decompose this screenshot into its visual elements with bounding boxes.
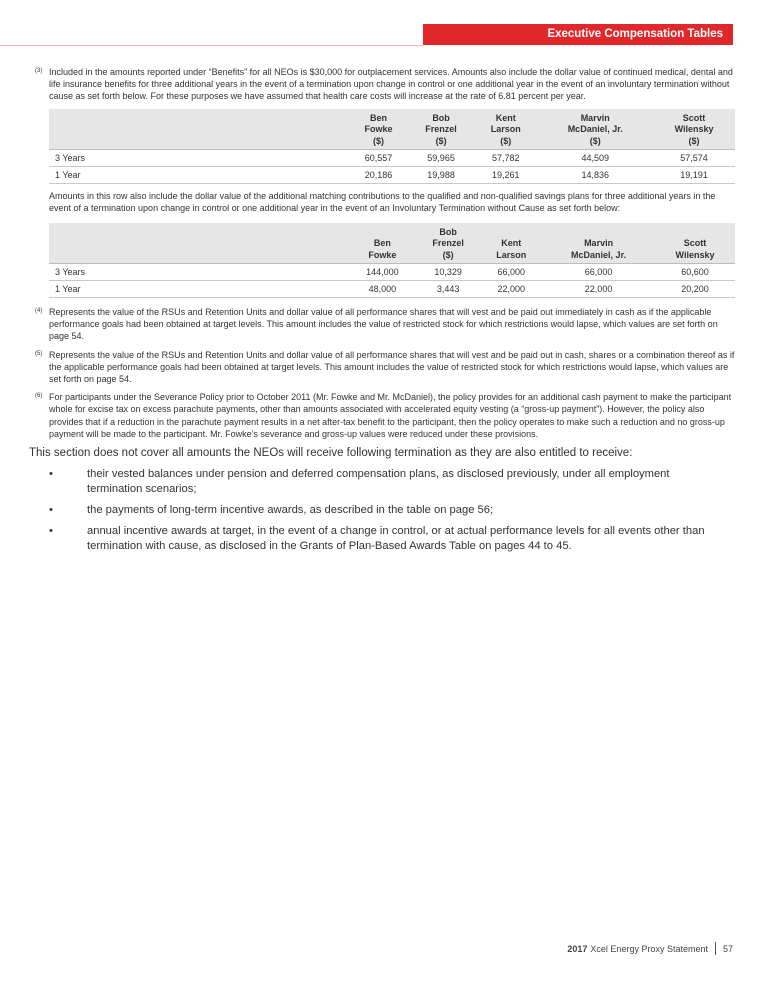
column-header: Kent Larson ($): [474, 109, 537, 150]
row-header-cell: [49, 223, 349, 264]
cell-value: 57,782: [474, 150, 537, 167]
table-row: [49, 264, 735, 281]
cell-value: 19,191: [653, 167, 735, 184]
cell-value: 14,836: [537, 167, 653, 184]
table-row: [49, 281, 735, 298]
page-footer: [567, 942, 733, 955]
footnote-5: [35, 349, 735, 386]
cell-value: 20,186: [349, 167, 408, 184]
cell-value: 60,557: [349, 150, 408, 167]
health-benefits-table: [49, 109, 735, 185]
list-item: [49, 524, 727, 554]
bullet-icon: •: [49, 468, 53, 481]
section-header: [423, 24, 733, 45]
list-item: [49, 503, 727, 518]
cell-value: 10,329: [416, 264, 481, 281]
list-item: [49, 467, 727, 497]
footer-year: 2017: [567, 943, 588, 954]
cell-value: 3,443: [416, 281, 481, 298]
cell-value: 44,509: [537, 150, 653, 167]
table-header-row: [49, 223, 735, 264]
cell-value: 19,988: [408, 167, 474, 184]
table-row: [49, 150, 735, 167]
footnote-marker: (6): [35, 393, 43, 400]
column-header: Scott Wilensky: [655, 223, 735, 264]
cell-value: 60,600: [655, 264, 735, 281]
page-content: [29, 66, 735, 560]
bullet-icon: •: [49, 525, 53, 538]
table-header-row: [49, 109, 735, 150]
bullet-icon: •: [49, 504, 53, 517]
cell-value: 57,574: [653, 150, 735, 167]
cell-value: 22,000: [542, 281, 655, 298]
footnote-3: [35, 66, 735, 103]
footnote-marker: (3): [35, 68, 43, 74]
table-row: [49, 167, 735, 184]
cell-value: 144,000: [349, 264, 416, 281]
row-label: 3 Years: [49, 264, 349, 281]
column-header: Bob Frenzel ($): [408, 109, 474, 150]
bullet-list: [35, 467, 735, 554]
row-label: 3 Years: [49, 150, 349, 167]
column-header: Kent Larson: [480, 223, 542, 264]
column-header: Ben Fowke: [349, 223, 416, 264]
page-number: 57: [722, 943, 733, 954]
cell-value: 22,000: [480, 281, 542, 298]
savings-plan-paragraph: Amounts in this row also include the dollar value of the additional matching contributions to the qualified and non-qualified savings plans for three additional years in the event of a termination upon change in control or one additional year in the event of an Involuntary Termination without Cause as set forth below:: [49, 191, 716, 214]
column-header: Bob Frenzel ($): [416, 223, 481, 264]
column-header: Marvin McDaniel, Jr.: [542, 223, 655, 264]
section-title: Executive Compensation Tables: [547, 28, 723, 40]
savings-plan-table: [49, 223, 735, 299]
footnote-6: [35, 391, 735, 440]
footnote-text: Included in the amounts reported under “Benefits” for all NEOs is $30,000 for outplacement services. Amounts also include the dollar value of continued medical, dental and life insurance benefits for three additional years in the event of a termination upon change in control or one additional year in the event of an involuntary termination without cause as set forth below. For these purposes we have assumed that health care costs will increase at the rate of 6.81 percent per year.: [49, 67, 733, 102]
cell-value: 66,000: [542, 264, 655, 281]
footnote-marker: (5): [35, 350, 43, 357]
column-header: Scott Wilensky ($): [653, 109, 735, 150]
footnote-4: [35, 306, 735, 343]
footnote-text: Represents the value of the RSUs and Retention Units and dollar value of all performance shares that will vest and be paid out in cash, shares or a combination thereof as if the applicable performance goals had been obtained at target levels. This amount includes the value of restricted stock for which restrictions would lapse, which values are set forth on page 54.: [49, 349, 735, 385]
footnote-text: Represents the value of the RSUs and Retention Units and dollar value of all performance shares that will vest and be paid out immediately in cash as if the applicable performance goals had been obtained at target levels. This amount includes the value of restricted stock for which restrictions would lapse, which values are set forth on page 54.: [49, 307, 718, 342]
list-item-text: the payments of long-term incentive awards, as described in the table on page 56;: [87, 504, 494, 517]
list-item-text: annual incentive awards at target, in the event of a change in control, or at actual performance levels for all events other than termination with cause, as disclosed in the Grants of Plan-Based Awards Table on pages 44 to 45.: [87, 525, 705, 553]
list-item-text: their vested balances under pension and deferred compensation plans, as disclosed previously, under all employment termination scenarios;: [87, 468, 670, 496]
header-rule: [0, 45, 423, 46]
column-header: Marvin McDaniel, Jr. ($): [537, 109, 653, 150]
column-header: Ben Fowke ($): [349, 109, 408, 150]
cell-value: 20,200: [655, 281, 735, 298]
cell-value: 48,000: [349, 281, 416, 298]
row-label: 1 Year: [49, 281, 349, 298]
cell-value: 66,000: [480, 264, 542, 281]
lead-paragraph: This section does not cover all amounts the NEOs will receive following termination as they are also entitled to receive:: [29, 447, 633, 460]
footer-title: Xcel Energy Proxy Statement: [590, 943, 708, 954]
cell-value: 59,965: [408, 150, 474, 167]
footnote-text: For participants under the Severance Policy prior to October 2011 (Mr. Fowke and Mr. McDaniel), the policy provides for an additional cash payment to make the participant whole for excise tax on excess parachute payments, other than amounts associated with accelerated equity vesting (a “gross-up payment”). However, the policy also provides that if a reduction in the parachute payment results in a net after-tax benefit to the participant, then the policy operates to make such a reduction and no gross-up payment will be made to the participant. Mr. Fowke’s severance and gross-up values were reduced under these provisions.: [49, 392, 732, 439]
row-label: 1 Year: [49, 167, 349, 184]
footnote-marker: (4): [35, 308, 43, 315]
footer-divider: [715, 942, 716, 955]
cell-value: 19,261: [474, 167, 537, 184]
row-header-cell: [49, 109, 349, 150]
